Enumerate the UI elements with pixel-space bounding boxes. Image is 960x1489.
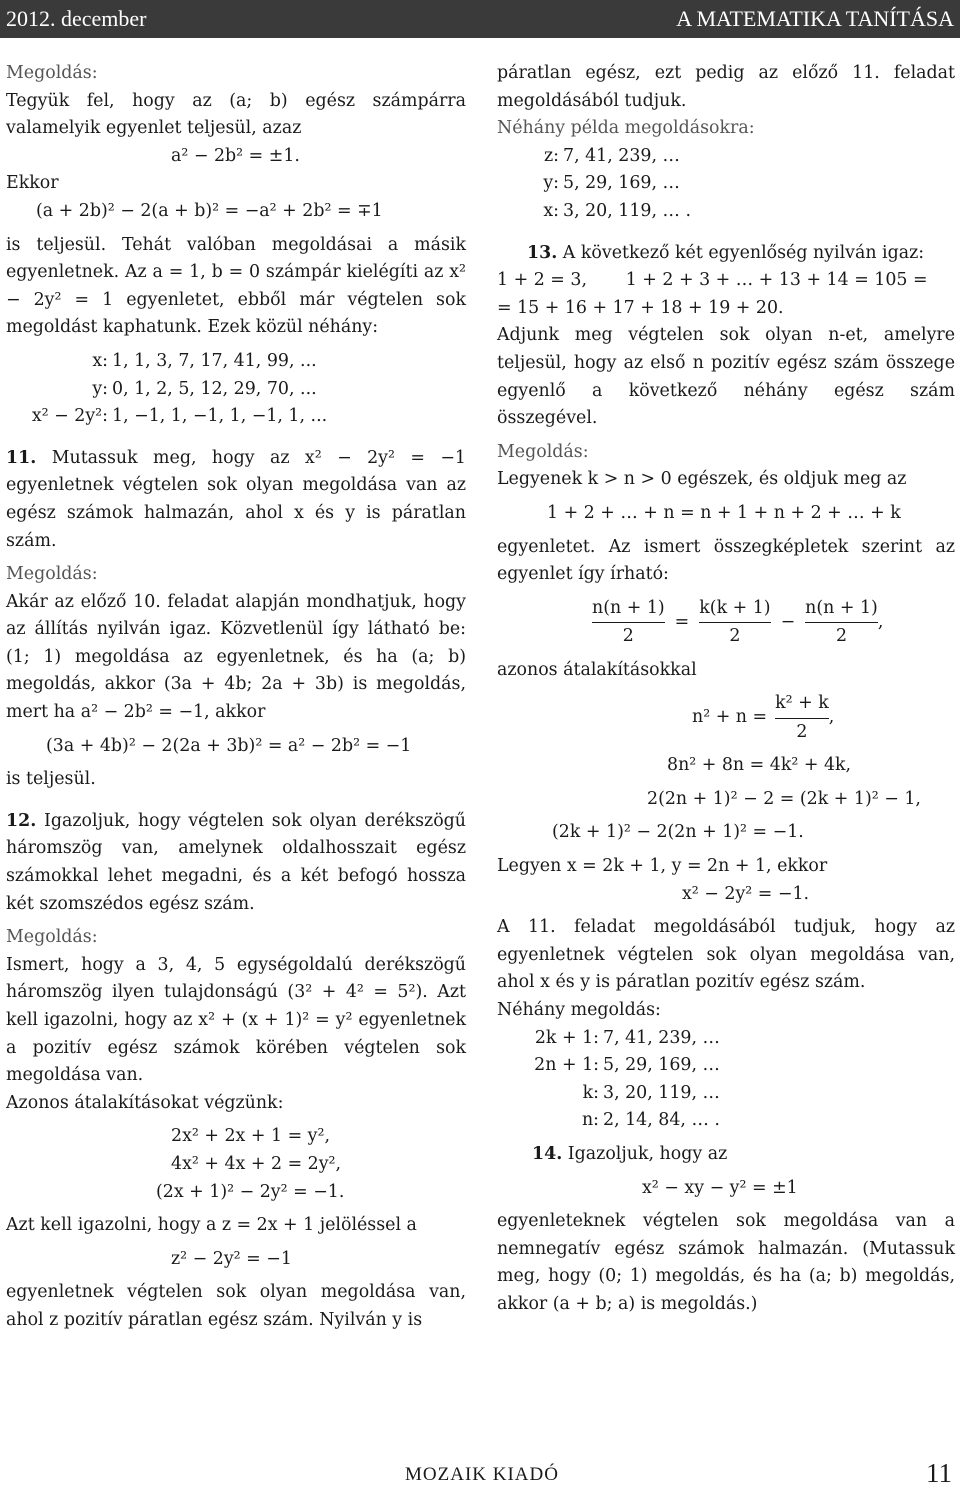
publisher-name: MOZAIK KIADÓ [405, 1464, 559, 1485]
equation: (2k + 1)² − 2(2n + 1)² = −1. [552, 822, 804, 843]
paragraph: Legyenek k > n > 0 egészek, és oldjuk meg az [497, 469, 907, 490]
row-label: n: [581, 1110, 599, 1131]
problem-11 [6, 445, 466, 555]
header-date: 2012. december [6, 6, 147, 31]
paragraph: egyenletnek végtelen sok olyan megoldása van, ahol z pozitív páratlan egész szám. Nyilván y is [6, 1282, 466, 1330]
table-row [6, 348, 329, 376]
fraction-denominator: 2 [805, 622, 878, 651]
values-table [497, 1025, 722, 1135]
table-row [497, 1107, 722, 1135]
row-label: x: [543, 200, 559, 221]
fraction-numerator: n(n + 1) [805, 597, 878, 618]
paragraph: A 11. feladat megoldásából tudjuk, hogy az egyenletnek végtelen sok olyan megoldása van, ahol x és y is páratlan pozitív egész szám. [497, 917, 955, 993]
paragraph: Néhány megoldás: [497, 1000, 661, 1021]
row-values: 3, 20, 119, … [603, 1082, 720, 1103]
table-row [6, 376, 329, 404]
equation: (a + 2b)² − 2(a + b)² = −a² + 2b² = ∓1 [36, 200, 383, 221]
paragraph: egyenleteknek végtelen sok megoldása van a nemnegatív egész számok halmazán. (Mutassuk meg, hogy (0; 1) megoldás, és ha (a; b) megoldás, akkor (a + b; a) is megoldás.) [497, 1211, 955, 1314]
row-label: 2n + 1: [534, 1055, 599, 1076]
paragraph: egyenletet. Az ismert összegképletek szerint az egyenlet így írható: [497, 536, 955, 585]
table-row [497, 1025, 722, 1053]
problem-number: 14. [532, 1144, 563, 1164]
equation: 4x² + 4x + 2 = 2y², [171, 1153, 342, 1174]
row-label: x: [92, 350, 108, 371]
row-label: k: [582, 1082, 599, 1103]
row-values: 7, 41, 239, … [603, 1027, 720, 1048]
equation: (3a + 4b)² − 2(2a + 3b)² = a² − 2b² = −1 [46, 735, 412, 756]
paragraph: Ismert, hogy a 3, 4, 5 egységoldalú derékszögű háromszög ilyen tulajdonságú (3² + 4² = 5²). Azt kell igazolni, hogy az x² + (x + 1)² = y² egyenletnek a pozitív egész számok körében végtelen sok megoldása van. [6, 954, 466, 1086]
header-journal-title: A MATEMATIKA TANÍTÁSA [676, 6, 954, 31]
problem-text: A következő két egyenlőség nyilván igaz: [562, 242, 925, 263]
row-values: 5, 29, 169, … [563, 173, 680, 194]
row-label: 2k + 1: [534, 1027, 599, 1048]
fraction-equation: n² + n = $\frac{\text{k² + k}}{2}$ , [497, 690, 955, 746]
values-table [497, 143, 693, 226]
equation: z² − 2y² = −1 [171, 1248, 292, 1269]
fraction-denominator: 2 [775, 718, 829, 747]
equation: 2x² + 2x + 1 = y², [171, 1126, 330, 1147]
paragraph: páratlan egész, ezt pedig az előző 11. feladat megoldásából tudjuk. [497, 63, 955, 111]
paragraph: azonos átalakításokkal [497, 659, 697, 680]
solution-label: Megoldás: [6, 564, 98, 585]
paragraph: Akár az előző 10. feladat alapján mondhatjuk, hogy az állítás nyilván igaz. Közvetlenül így látható be: (1; 1) megoldása az egyenletnek, és ha (a; b) megoldás, akkor (3a + 4b; 2a + 3b) is megoldás, mert ha a² − 2b² = −1, akkor [6, 591, 466, 723]
values-table [6, 348, 329, 431]
paragraph: Adjunk meg végtelen sok olyan n-et, amelyre teljesül, hogy az első n pozitív egész szám összege egyenlő a következő néhány egész szám összegével. [497, 325, 955, 429]
equation: x² − xy − y² = ±1 [642, 1177, 798, 1198]
row-label: x² − 2y²: [31, 406, 108, 427]
paragraph: Azonos átalakításokat végzünk: [6, 1092, 284, 1113]
page-footer [0, 1458, 960, 1488]
paragraph: is teljesül. Tehát valóban megoldásai a másik egyenletnek. Az a = 1, b = 0 számpár kielégíti az x² − 2y² = 1 egyenletet, ebből már végtelen sok megoldást kaphatunk. Ezek közül néhány: [6, 234, 466, 338]
problem-12 [6, 808, 466, 918]
equation: 8n² + 8n = 4k² + 4k, [667, 755, 852, 776]
equation: 1 + 2 + … + n = n + 1 + n + 2 + … + k [547, 502, 901, 523]
row-values: 2, 14, 84, … . [603, 1110, 720, 1131]
paragraph: Néhány példa megoldásokra: [497, 118, 755, 139]
equation-part: n² + n = [692, 707, 768, 728]
equation: x² − 2y² = −1. [682, 883, 810, 904]
row-values: 1, −1, 1, −1, 1, −1, 1, ... [112, 406, 328, 427]
table-row [497, 198, 693, 226]
paragraph: Tegyük fel, hogy az (a; b) egész számpárra valamelyik egyenlet teljesül, azaz [6, 90, 466, 139]
fraction-numerator: k² + k [775, 693, 829, 714]
problem-number: 12. [6, 810, 37, 831]
row-values: 1, 1, 3, 7, 17, 41, 99, ... [112, 350, 317, 371]
row-values: 3, 20, 119, … . [563, 200, 692, 221]
equation [497, 267, 955, 295]
table-row [6, 403, 329, 431]
fraction-numerator: n(n + 1) [592, 597, 665, 618]
row-values: 7, 41, 239, … [563, 145, 680, 166]
problem-number: 13. [527, 242, 558, 263]
paragraph: Ekkor [6, 173, 59, 194]
paragraph: Azt kell igazolni, hogy a z = 2x + 1 jelöléssel a [6, 1215, 417, 1236]
row-values: 5, 29, 169, … [603, 1055, 720, 1076]
page-header [0, 0, 960, 38]
fraction-denominator: 2 [592, 622, 665, 651]
equation: a² − 2b² = ±1. [171, 145, 300, 166]
equation-part: 1 + 2 + 3 + … + 13 + 14 = 105 = [625, 270, 928, 291]
solution-label: Megoldás: [6, 927, 98, 948]
problem-number: 11. [6, 447, 37, 468]
equation: 2(2n + 1)² − 2 = (2k + 1)² − 1, [647, 788, 921, 809]
row-label: y: [543, 173, 559, 194]
table-row [497, 1080, 722, 1108]
equation: (2x + 1)² − 2y² = −1. [156, 1181, 345, 1202]
left-column [6, 60, 466, 1335]
row-label: y: [92, 378, 108, 399]
paragraph: Legyen x = 2k + 1, y = 2n + 1, ekkor [497, 856, 828, 877]
paragraph: is teljesül. [6, 769, 96, 790]
table-row [497, 1052, 722, 1080]
equation: = 15 + 16 + 17 + 18 + 19 + 20. [497, 297, 784, 318]
problem-13 [497, 240, 955, 268]
fraction-equation: $\frac{n(n + 1)}{2}$ = $\frac{k(k + 1)}{2}$ − $\frac{n(n + 1)}{2}$ , [497, 595, 955, 651]
problem-text: Igazoljuk, hogy végtelen sok olyan derékszögű háromszög van, amelynek oldalhosszait egész számokkal lehet megadni, és a két befogó hossza két szomszédos egész szám. [6, 810, 466, 914]
table-row [497, 170, 693, 198]
problem-text: Igazoljuk, hogy az [567, 1144, 728, 1164]
page-number: 11 [926, 1458, 952, 1488]
solution-label: Megoldás: [497, 441, 589, 462]
table-row [497, 143, 693, 171]
solution-label: Megoldás: [6, 63, 98, 83]
right-column [497, 60, 955, 1319]
equation-part: 1 + 2 = 3, [497, 270, 587, 291]
problem-text: Mutassuk meg, hogy az x² − 2y² = −1 egyenletnek végtelen sok olyan megoldása van az egész számok halmazán, ahol x és y is páratlan szám. [6, 447, 466, 551]
row-label: z: [543, 145, 559, 166]
fraction-denominator: 2 [699, 622, 770, 651]
problem-14 [497, 1141, 955, 1169]
fraction-numerator: k(k + 1) [699, 597, 771, 618]
row-values: 0, 1, 2, 5, 12, 29, 70, ... [112, 378, 317, 399]
